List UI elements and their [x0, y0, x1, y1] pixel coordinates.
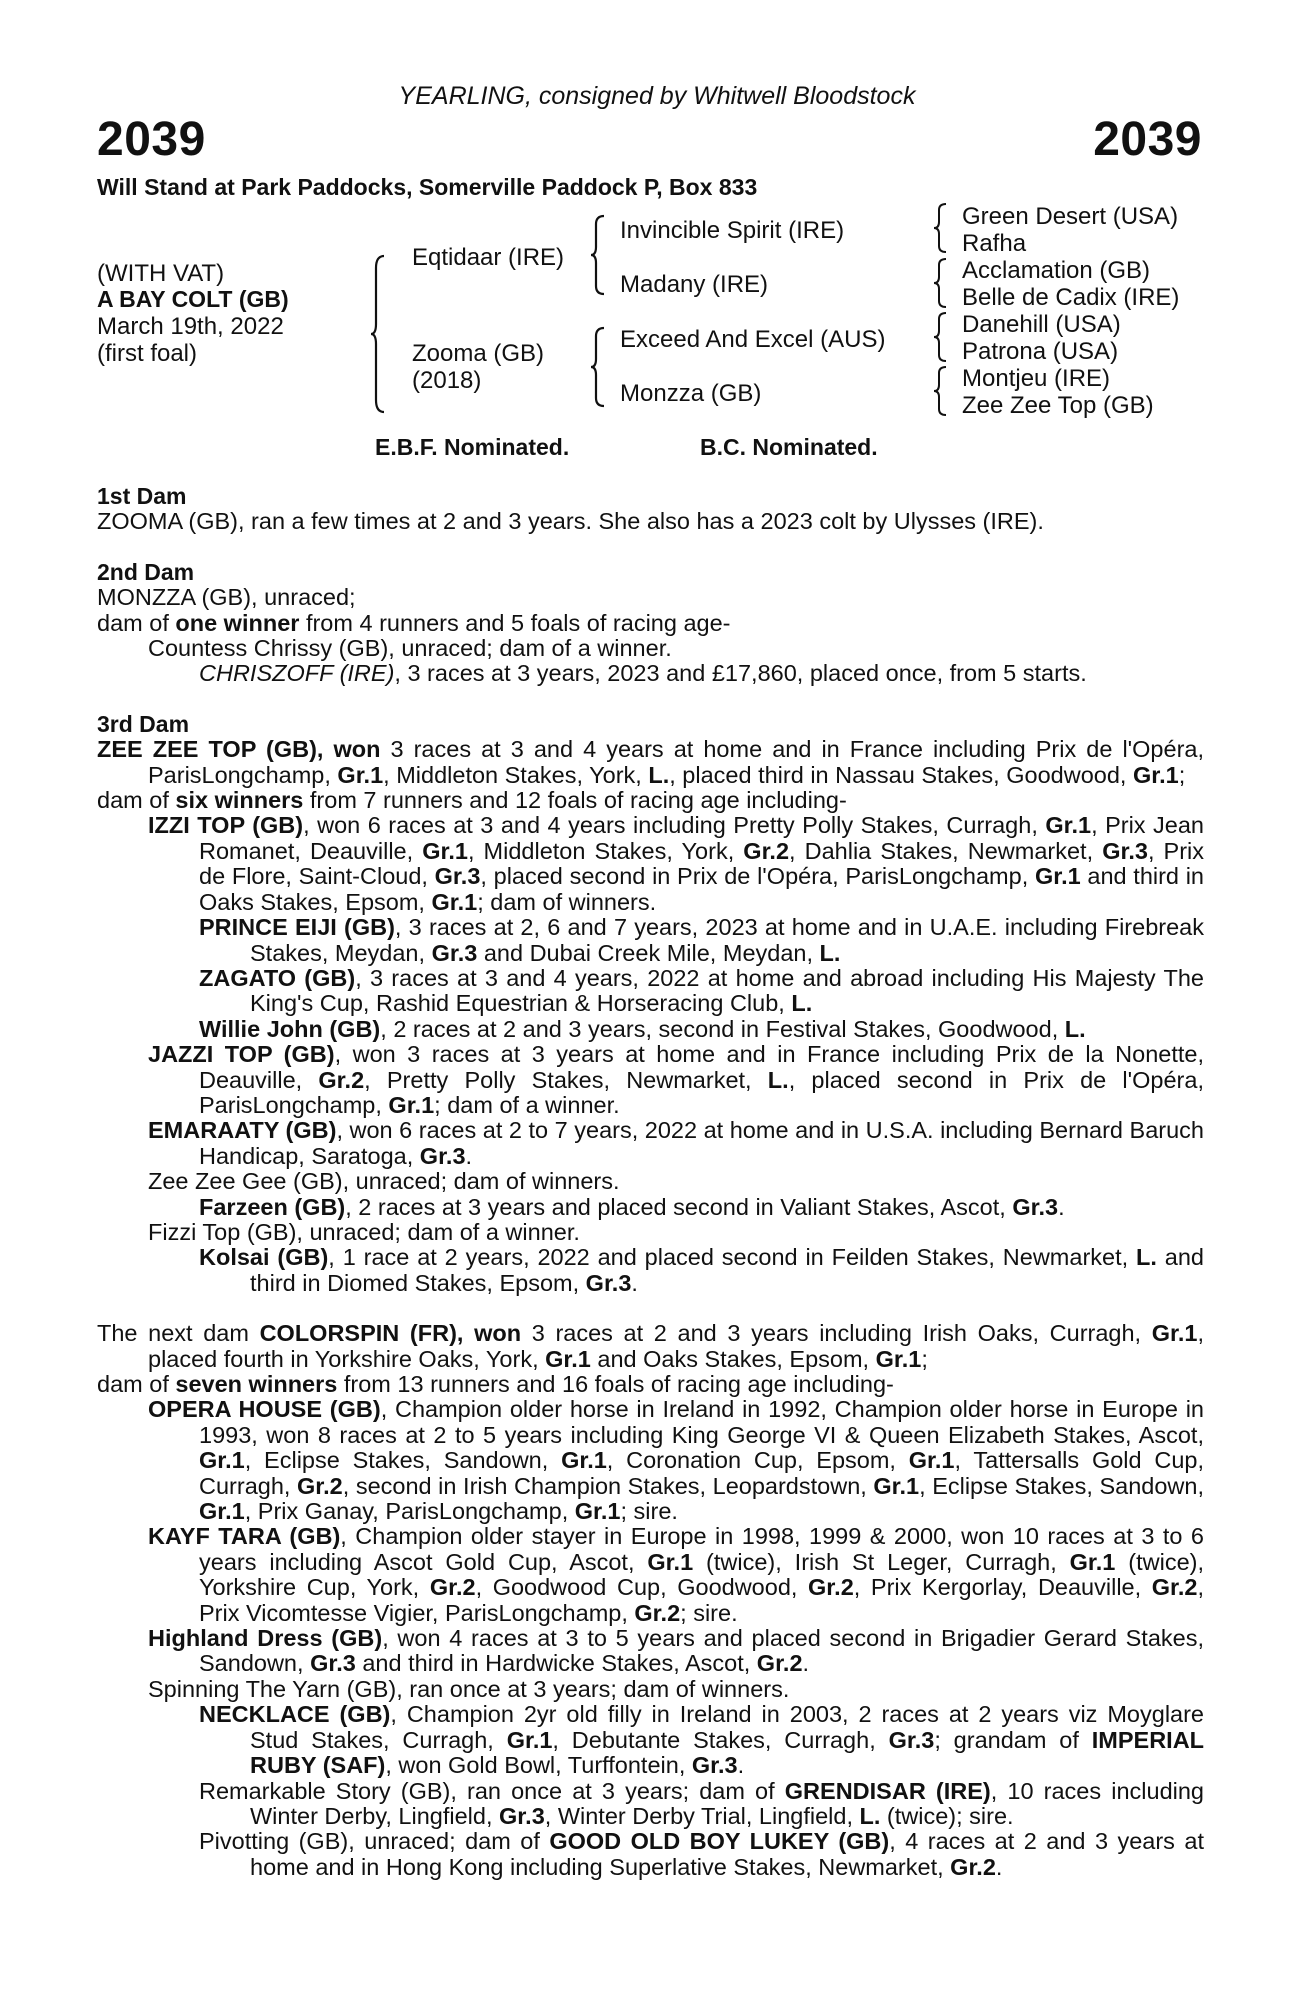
produce-farzeen: Farzeen (GB), 2 races at 3 years and placed second in Valiant Stakes, Ascot, Gr.3.	[199, 1193, 1065, 1220]
next-dam-para: The next dam COLORSPIN (FR), won 3 races at 2 and 3 years including Irish Oaks, Curragh, Gr.1, placed fourth in Yorkshire Oaks, York, Gr.1 and Oaks Stakes, Epsom, Gr.1;	[97, 1320, 1205, 1372]
produce-izzi-top: IZZI TOP (GB), won 6 races at 3 and 4 years including Pretty Polly Stakes, Curragh, Gr.1, Prix Jean Romanet, Deauville, Gr.1, Middleton Stakes, York, Gr.2, Dahlia Stakes, Newmarket, Gr.3, Prix de Flore, Saint-Cloud, Gr.3, placed second in Prix de l'Opéra, ParisLongchamp, Gr.1 and third in Oaks Stakes, Epsom, Gr.1; dam of winners.	[148, 812, 1205, 915]
second-dam-heading: 2nd Dam	[97, 558, 195, 585]
g3-ancestor-3: Acclamation (GB)	[962, 257, 1151, 284]
produce-opera-house: OPERA HOUSE (GB), Champion older horse in Ireland in 1992, Champion older horse in Europe in 1993, won 8 races at 2 to 5 years including King George VI & Queen Elizabeth Stakes, Ascot, Gr.1, Eclipse Stakes, Sandown, Gr.1, Coronation Cup, Epsom, Gr.1, Tattersalls Gold Cup, Curragh, Gr.2, second in Irish Champion Stakes, Leopardstown, Gr.1, Eclipse Stakes, Sandown, Gr.1, Prix Ganay, ParisLongchamp, Gr.1; sire.	[148, 1396, 1205, 1525]
g3-ancestor-8: Zee Zee Top (GB)	[962, 392, 1154, 419]
produce-zee-zee-gee: Zee Zee Gee (GB), unraced; dam of winners.	[148, 1168, 620, 1195]
next-dam-produce-summary: dam of seven winners from 13 runners and 16 foals of racing age including-	[97, 1371, 894, 1397]
pedigree-brace-g1	[933, 202, 951, 254]
g3-ancestor-7: Montjeu (IRE)	[962, 365, 1111, 392]
third-dam-heading: 3rd Dam	[97, 710, 190, 737]
second-dam-produce-1: Countess Chrissy (GB), unraced; dam of a winner.	[148, 635, 672, 662]
third-dam-produce-summary: dam of six winners from 7 runners and 12 foals of racing age including-	[97, 787, 847, 814]
sire-dam-name: Madany (IRE)	[620, 271, 769, 298]
dam-sire-name: Exceed And Excel (AUS)	[620, 326, 886, 353]
pedigree-brace-g3	[933, 311, 951, 363]
produce-spinning-the-yarn: Spinning The Yarn (GB), ran once at 3 years; dam of winners.	[148, 1675, 790, 1702]
produce-necklace: NECKLACE (GB), Champion 2yr old filly in Ireland in 2003, 2 races at 2 years viz Moyglare Stud Stakes, Curragh, Gr.1, Debutante Stakes, Curragh, Gr.3; grandam of IMPERIAL RUBY (SAF), won Gold Bowl, Turffontein, Gr.3.	[199, 1701, 1205, 1779]
g3-ancestor-2: Rafha	[962, 230, 1027, 257]
produce-kayf-tara: KAYF TARA (GB), Champion older stayer in Europe in 1998, 1999 & 2000, won 10 races at 3 to 6 years including Ascot Gold Cup, Ascot, Gr.1 (twice), Irish St Leger, Curragh, Gr.1 (twice), Yorkshire Cup, York, Gr.2, Goodwood Cup, Goodwood, Gr.2, Prix Kergorlay, Deauville, Gr.2, Prix Vicomtesse Vigier, ParisLongchamp, Gr.2; sire.	[148, 1523, 1205, 1626]
produce-fizzi-top: Fizzi Top (GB), unraced; dam of a winner.	[148, 1218, 580, 1245]
consignor-line: YEARLING, consigned by Whitwell Bloodstock	[398, 82, 916, 110]
first-dam-heading: 1st Dam	[97, 483, 187, 509]
third-dam-para: ZEE ZEE TOP (GB), won 3 races at 3 and 4 years at home and in France including Prix de l'Opéra, ParisLongchamp, Gr.1, Middleton Stakes, York, L., placed third in Nassau Stakes, Goodwood, Gr.1;	[97, 736, 1204, 788]
produce-pivotting: Pivotting (GB), unraced; dam of GOOD OLD BOY LUKEY (GB), 4 races at 2 and 3 years at home and in Hong Kong including Superlative Stakes, Newmarket, Gr.2.	[199, 1828, 1204, 1880]
sire-name: Eqtidaar (IRE)	[412, 244, 565, 271]
second-dam-produce-2: CHRISZOFF (IRE), 3 races at 3 years, 2023 and £17,860, placed once, from 5 starts.	[199, 660, 1087, 687]
g3-ancestor-4: Belle de Cadix (IRE)	[962, 284, 1180, 311]
second-dam-line-2: dam of one winner from 4 runners and 5 foals of racing age-	[97, 609, 731, 636]
bc-nomination: B.C. Nominated.	[700, 434, 878, 460]
produce-zagato: ZAGATO (GB), 3 races at 3 and 4 years, 2022 at home and abroad including His Majesty The King's Cup, Rashid Equestrian & Horseracing Club, L.	[199, 964, 1204, 1017]
vat-note: (WITH VAT)	[97, 260, 225, 287]
sire-sire-name: Invincible Spirit (IRE)	[620, 217, 845, 244]
produce-emaraaty: EMARAATY (GB), won 6 races at 2 to 7 years, 2022 at home and in U.S.A. including Bernard Baruch Handicap, Saratoga, Gr.3.	[148, 1117, 1204, 1169]
dam-year: (2018)	[412, 367, 482, 394]
first-foal-note: (first foal)	[97, 340, 198, 367]
produce-jazzi-top: JAZZI TOP (GB), won 3 races at 3 years at home and in France including Prix de la Nonette, Deauville, Gr.2, Pretty Polly Stakes, Newmarket, L., placed second in Prix de l'Opéra, ParisLongchamp, Gr.1; dam of a winner.	[148, 1041, 1204, 1118]
pedigree-brace-g2	[933, 257, 951, 309]
produce-remarkable-story: Remarkable Story (GB), ran once at 3 years; dam of GRENDISAR (IRE), 10 races including Winter Derby, Lingfield, Gr.3, Winter Derby Trial, Lingfield, L. (twice); sire.	[199, 1777, 1205, 1829]
g3-ancestor-5: Danehill (USA)	[962, 311, 1121, 338]
g3-ancestor-6: Patrona (USA)	[962, 338, 1119, 365]
dam-name: Zooma (GB)	[412, 340, 545, 367]
produce-highland-dress: Highland Dress (GB), won 4 races at 3 to 5 years and placed second in Brigadier Gerard Stakes, Sandown, Gr.3 and third in Hardwicke Stakes, Ascot, Gr.2.	[148, 1625, 1204, 1677]
g3-ancestor-1: Green Desert (USA)	[962, 203, 1179, 230]
lot-number-left: 2039	[97, 113, 206, 166]
dam-dam-name: Monzza (GB)	[620, 380, 762, 407]
produce-kolsai: Kolsai (GB), 1 race at 2 years, 2022 and placed second in Feilden Stakes, Newmarket, L. and third in Diomed Stakes, Epsom, Gr.3.	[199, 1244, 1204, 1296]
produce-willie-john: Willie John (GB), 2 races at 2 and 3 years, second in Festival Stakes, Goodwood, L.	[199, 1015, 1086, 1042]
foaling-date: March 19th, 2022	[97, 313, 284, 340]
catalogue-body	[97, 484, 1204, 1880]
pedigree-brace-g4	[933, 365, 951, 417]
pedigree-brace-main	[370, 254, 390, 414]
lot-number-right: 2039	[1093, 113, 1202, 166]
ebf-nomination: E.B.F. Nominated.	[375, 434, 570, 460]
pedigree-brace-sire	[590, 214, 610, 296]
first-dam-text: ZOOMA (GB), ran a few times at 2 and 3 years. She also has a 2023 colt by Ulysses (IRE).	[97, 508, 1044, 535]
horse-name: A BAY COLT (GB)	[97, 286, 289, 312]
produce-prince-eiji: PRINCE EIJI (GB), 3 races at 2, 6 and 7 years, 2023 at home and in U.A.E. including Firebreak Stakes, Meydan, Gr.3 and Dubai Creek Mile, Meydan, L.	[199, 914, 1204, 966]
pedigree-brace-dam	[590, 326, 610, 408]
stabling-location: Will Stand at Park Paddocks, Somerville Paddock P, Box 833	[97, 174, 758, 200]
second-dam-line-1: MONZZA (GB), unraced;	[97, 584, 356, 611]
